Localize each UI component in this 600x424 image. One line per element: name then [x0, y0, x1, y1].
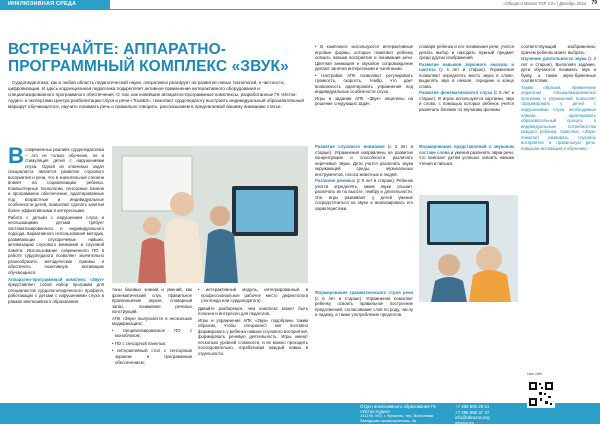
paragraph: (с 3 лет и старше). Упражнения направлены на развитие концентрации и способности различать неречевые звуки. Дети учатся различать звуки окружающей среды, музыкальных инструментов, голоса животных и людей.	[315, 144, 413, 177]
photo-illustration	[112, 146, 308, 283]
subheading: Развитие навыков звукового анализа и синтеза	[419, 61, 514, 73]
page-number: 79	[591, 0, 597, 6]
paragraph: Давайте разберемся, чем комплекс может быть полезен и интересен для педагогов.	[198, 305, 308, 317]
paragraph: современных реалиях сурдопедагогика – это не только обучение, но и стимуляция детей с нарушениями слуха. Одной из ключевых задач специалиста является развитие слухового восприятия и речи, что в значительной степени влияет на социализацию ребенка. Компьютерные технологии, сенсорные панели и программное обеспечение, адаптированные под возрастные и индивидуальные особенности детей, позволяют сделать занятия более эффективными и интересными.	[8, 147, 104, 214]
qr-code-icon[interactable]	[527, 380, 555, 408]
column-4	[315, 44, 413, 141]
photo-child-at-screen	[419, 195, 518, 302]
journal-title: «Общая и Малая ТОР 2.0» | Декабрь 2024	[503, 1, 586, 6]
paragraph: (с 5 лет и старше). Ребенок учится определять, какие звуки слышит, различать их по высоте, тембру и длительности. Эти игры развивают у детей умение сосредоточиться на звуке и анализировать его характеристики.	[315, 178, 413, 212]
paragraph: (с 6 лет и старше). Упражнения помогают ребенку освоить правильное построение предложений, согласование слов по роду, числу и падежу, а также употребление предлогов.	[315, 295, 413, 318]
phone-1[interactable]: +7 495 660 26 51	[455, 404, 490, 409]
paragraph: тоны базовых знаний и умений, как фонематический слух, правильное произношение звуков, словарный запас, понимание речевых конструкций.	[112, 287, 192, 315]
subheading: Формирование представлений о звуковом составе слова	[419, 144, 514, 155]
footer-company: Отдел инклюзивного образования ГК «Исток-Аудио»	[360, 404, 436, 415]
paragraph: Работа с детьми с нарушением слуха и неслышащими детьми требует систематизированного и индивидуального подхода, вариативного использования методик, развивающих слухоречевые навыки, активизацию слухового внимания и слуховой памяти. Использование современного ПО в работе сурдопедагога позволяет значительно разнообразить методические приемы и обеспечить позитивную мотивацию обучающихся.	[8, 214, 104, 276]
subheading: Развитие слухового внимания	[315, 144, 385, 149]
paragraph: (с 4 лет и старше). Упражнения позволяют определять место звука в слове, выделять звук в начале, середине и конце слова.	[419, 67, 514, 89]
column-5	[419, 44, 514, 141]
section-tag: ИНКЛЮЗИВНАЯ СРЕДА	[0, 0, 110, 9]
email-link[interactable]: info@obrazov.org	[455, 415, 490, 421]
footer-contacts	[455, 404, 525, 424]
subheading: Формирование грамматического строя речи	[315, 290, 413, 295]
list-item: • специализированное ПО с моноблоком;	[112, 327, 192, 339]
subheading: Аппаратно-программный комплекс «Звук»	[8, 276, 104, 282]
subheading: Развитие фонематического слуха	[419, 90, 493, 96]
column-8	[315, 144, 413, 284]
subheading: Изучение длительности звука	[521, 56, 587, 62]
photo-illustration	[419, 195, 518, 302]
paragraph: Игры в задании АПК «Звук» нацелены на решение следующих задач.	[315, 95, 413, 107]
paragraph: (с 5 лет и старше). В играх используются картинки, звук и слово, с помощью которых ребенок учится различать близкие по звучанию фонемы.	[419, 90, 514, 113]
column-1	[8, 147, 104, 394]
paragraph: и умения различать звуки речи, что помогает детям успешно освоить навыки чтения и письма.	[419, 149, 514, 166]
paragraph: соответствующий изображению, причем ребенок может выбрать	[521, 44, 596, 55]
paragraph: представляет собой набор программ для специалистов сурдологопедического профиля, работающих с детьми с нарушениями слуха в рамках инклюзивного образования.	[8, 282, 104, 304]
footer-address: 141190, МО, г. Фрязино, тер. Восточная Заводская промышленная, 3а	[360, 413, 434, 423]
article-title: ВСТРЕЧАЙТЕ: АППАРАТНО-ПРОГРАММНЫЙ КОМПЛЕКС «ЗВУК»	[8, 41, 289, 75]
column-2	[112, 287, 192, 397]
column-6	[521, 44, 596, 299]
paragraph: словаря ребенка и его понимания речи, учатся делать выбор и находить нужный предмет среди других изображений.	[419, 44, 514, 61]
qr-label: Наш сайт	[527, 372, 543, 376]
site-link[interactable]: obrazov.org	[455, 420, 474, 424]
drop-cap: В	[8, 147, 24, 168]
brand-logo	[560, 383, 596, 405]
qr-code-graphic	[528, 381, 554, 407]
subheading: Различие речевых	[315, 178, 356, 184]
highlighted-paragraph: Таким образом, применение педагогом специализированных программ и упражнений позволяет сформировать у детей с нарушениями слуха необходимые навыки, адаптировать образовательный процесс к индивидуальным потребностям каждого ребенка. Комплекс «Звук» помогает развивать слуховое восприятие и правильную речь, повышая мотивацию к обучению.	[521, 84, 596, 151]
paragraph: АПК «Звук» выпускается в нескольких модификациях:	[112, 315, 192, 327]
paragraph: • Настройки АПК позволяют регулировать громкость, скорость, тембр, что дает возможность адаптировать упражнения под индивидуальные особенности слуха.	[315, 72, 413, 95]
logo-text: ИСТОК-АУДИО	[563, 398, 593, 403]
paragraph: Игры и упражнения АПК «Звук» подобраны таким образом, чтобы специалист мог поэтапно формировать у ребенка навыки слухового восприятия, формировать речевую деятельность. Игры имеют несколько уровней сложности, и их можно проходить последовательно, отрабатывая каждый навык в отдельности.	[198, 317, 308, 357]
column-7	[419, 144, 514, 192]
article-lead	[8, 80, 306, 110]
column-9	[315, 290, 413, 400]
header-rule	[0, 9, 600, 10]
list-item: • интерактивный стол с сенсорным экраном и программным обеспечением;	[112, 348, 192, 365]
logo-graphic	[560, 383, 596, 405]
lead-paragraph: Сурдопедагогика, как и любая область педагогической науки, оперативно реагирует на развитие новых технологий, в частности, цифровизации. И здесь коррекционная педагогика подкрепляет активное применение интерактивного оборудования и специализированного программного обеспечения. О том, как новейшие аппаратно-программные комплексы, разработанные ГК «Исток-Аудио» и экспертами Центра реабилитации слуха и речи «ТохаБЗ», помогают сурдопедагогу выстроить индивидуальный образовательный маршрут обучающегося, научить понимать речь и правильно говорить, рассказываем в предлагаемой вашему вниманию статье.	[8, 80, 304, 109]
photo-children-with-teacher	[112, 146, 308, 283]
list-item: • интерактивный модуль, интегрированный в профессиональное рабочее место дефектолога (логопеда или сурдопедагога).	[198, 287, 308, 304]
list-item: • ПО с сенсорной панелью;	[112, 340, 167, 346]
paragraph: (с 2 лет и старше). Выполняя задание, дети обучаются понимать звук и букву, а также звуко-буквенные соответствия.	[521, 56, 596, 84]
phone-2[interactable]: +7 495 660 37 37	[455, 409, 490, 415]
column-3	[198, 287, 308, 397]
paragraph: • В комплексе используются интерактивные игровые формы, которые помогают ребенку освоить навыки восприятия и понимания речи. Цветная анимация и звуковое сопровождение делают занятия интересными и понятными.	[315, 44, 413, 72]
